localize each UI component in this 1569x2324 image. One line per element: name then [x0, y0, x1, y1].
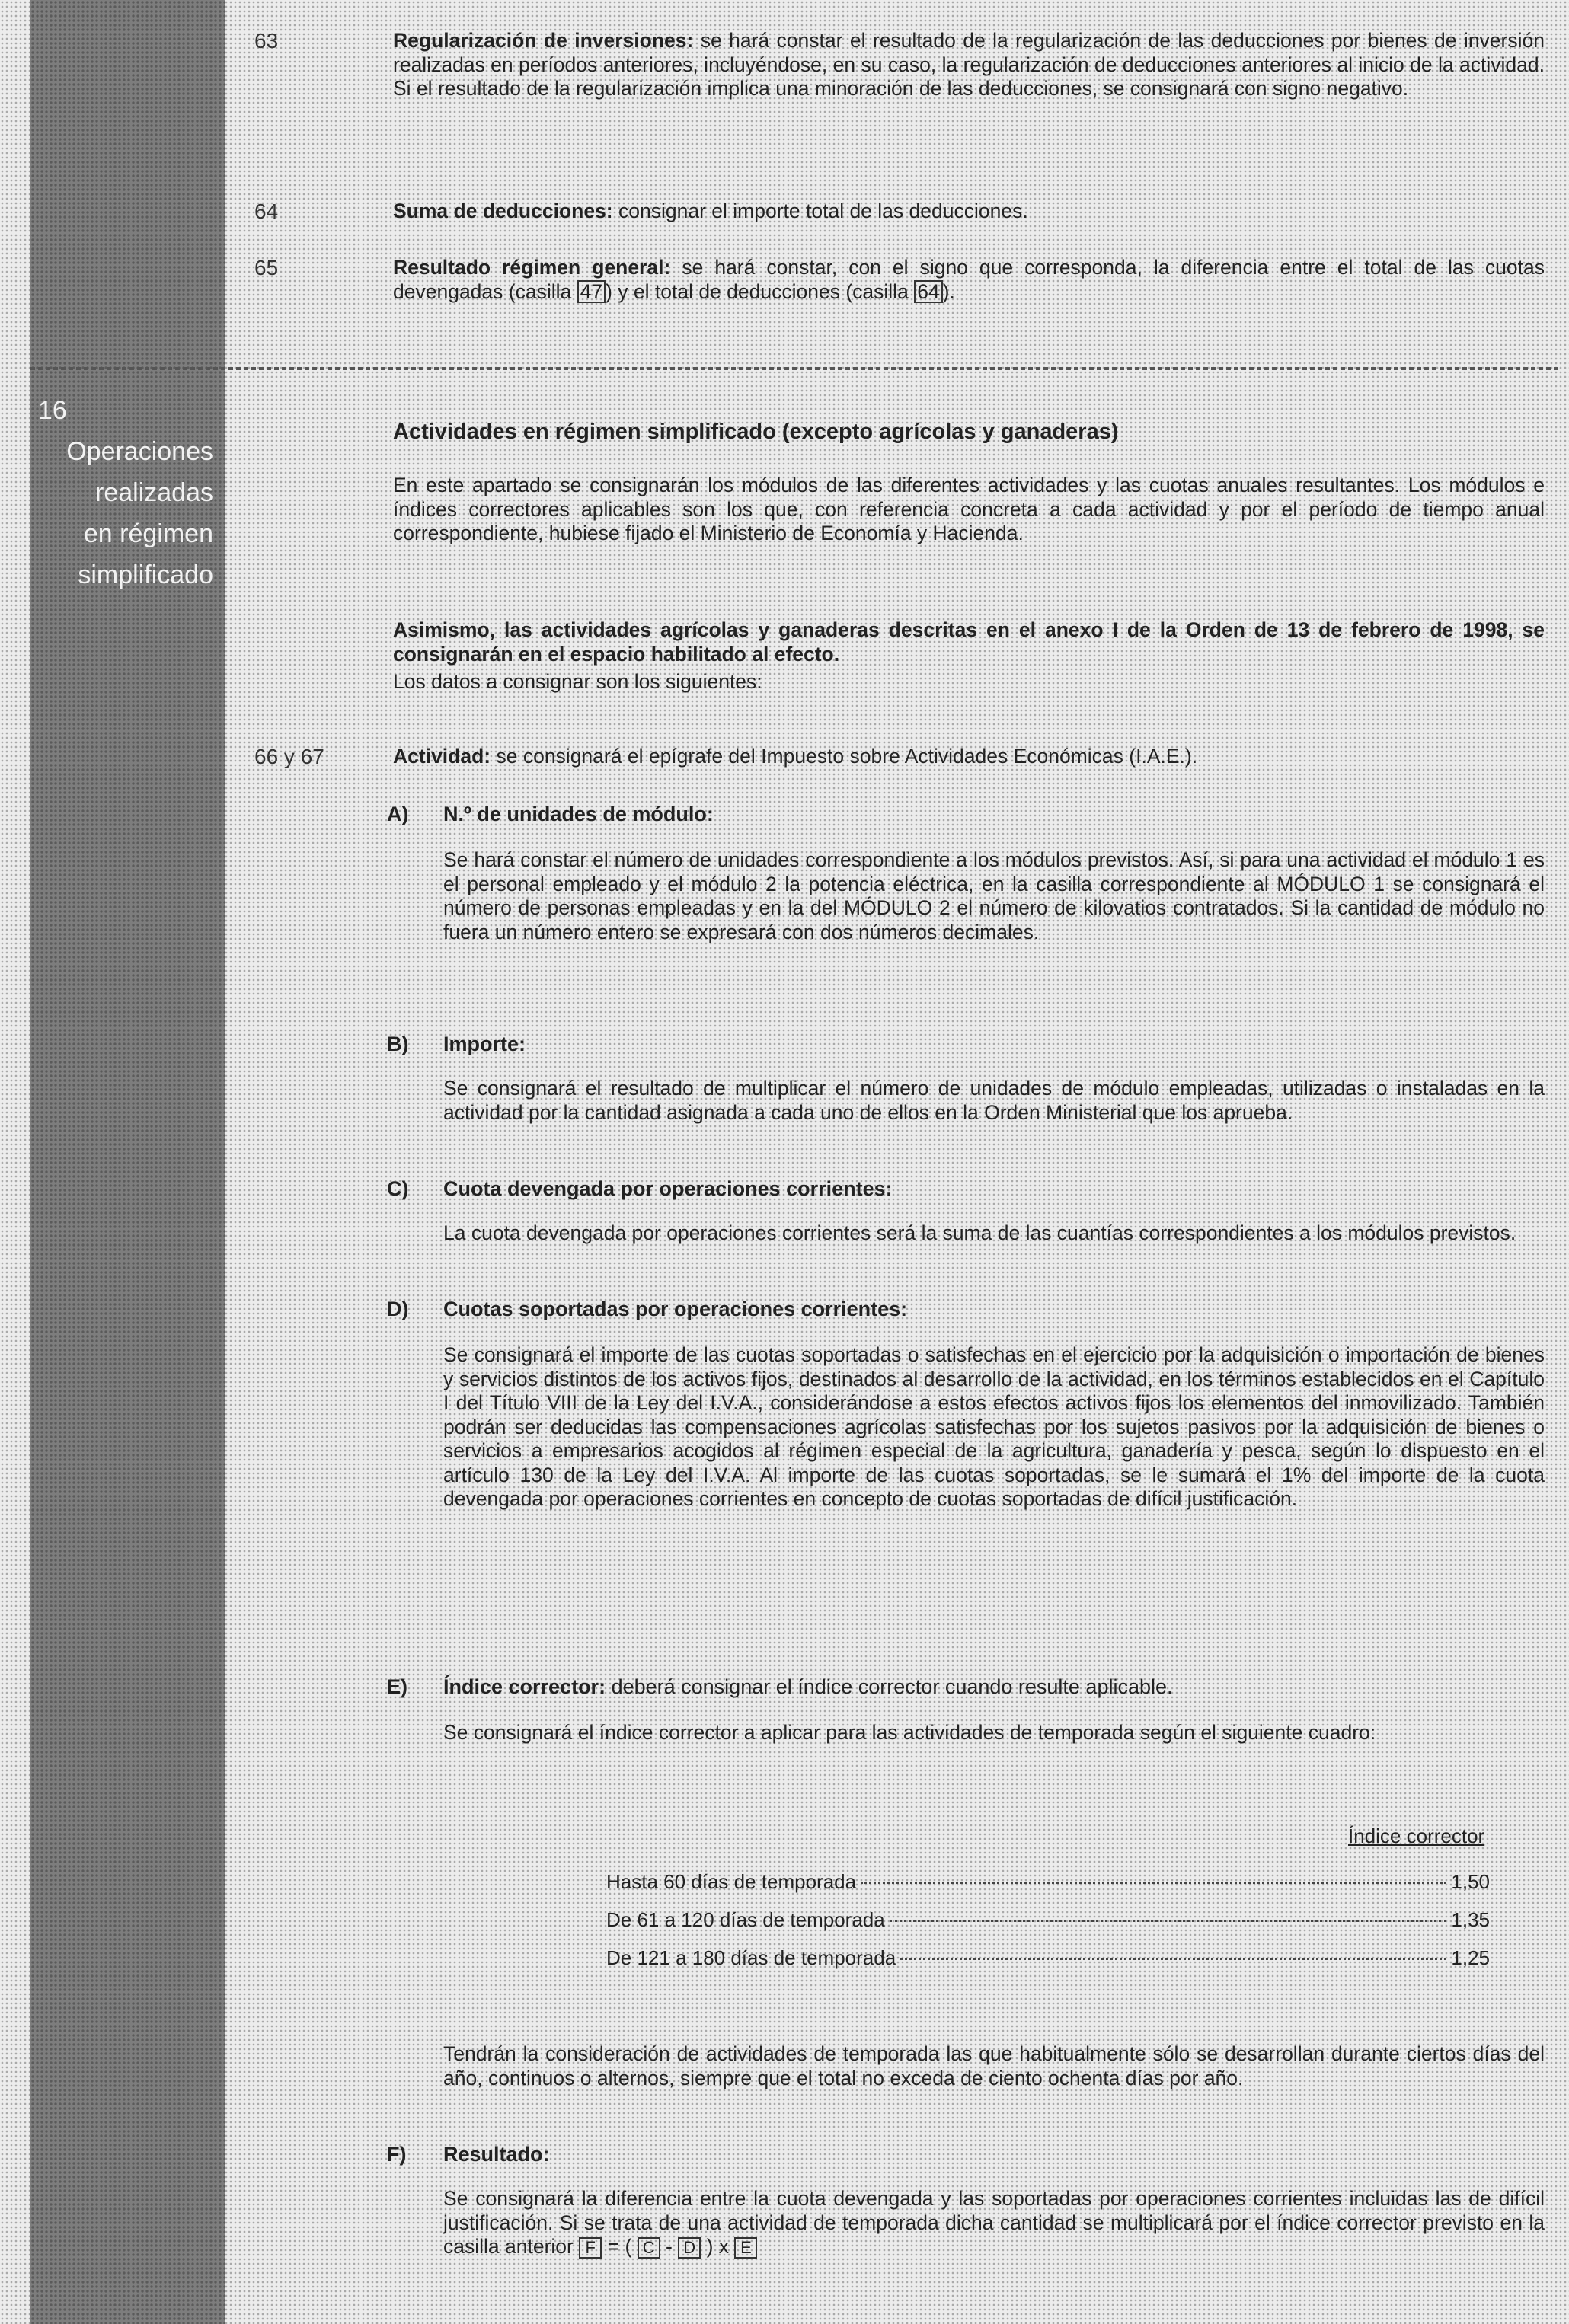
- item-63-term: Regularización de inversiones:: [393, 29, 694, 52]
- formula-operator: -: [666, 2235, 673, 2258]
- corrector-table-row: [606, 1908, 1490, 1932]
- formula-box-c: C: [638, 2237, 660, 2259]
- corrector-row-value: 1,25: [1451, 1946, 1490, 1969]
- corrector-table-row: [606, 1946, 1490, 1970]
- item-63-body: se hará constar el resultado de la regularización de las deducciones por bienes de inversión realizadas en períodos anteriores, incluyéndose, en su caso, la regularización de deducciones anteriores al inicio de la actividad. Si el resultado de la regularización implica una minoración de las deducciones, se consignará con signo negativo.: [393, 29, 1545, 100]
- subitem-letter-f: F): [387, 2143, 407, 2166]
- activity-text: [393, 745, 1545, 769]
- subitem-head-b: Importe:: [443, 1033, 526, 1055]
- subitem-body-f-text: Se consignará la diferencia entre la cuota devengada y las soportadas por operaciones corrientes incluidas las de difícil justificación. Si se trata de una actividad de temporada dicha cantidad se multiplicará por el índice corrector previsto en la casilla anterior: [443, 2187, 1545, 2258]
- section-divider: [30, 367, 1560, 370]
- subitem-head-d: Cuotas soportadas por operaciones corrientes:: [443, 1298, 908, 1320]
- corrector-row-label: De 121 a 180 días de temporada: [606, 1946, 896, 1969]
- corrector-row-value: 1,35: [1451, 1908, 1490, 1931]
- section-sidebar: [30, 0, 225, 2324]
- corrector-row-label: Hasta 60 días de temporada: [606, 1870, 857, 1893]
- subitem-body-c: La cuota devengada por operaciones corrientes será la suma de las cuantías correspondientes a los módulos previstos.: [443, 1221, 1516, 1244]
- activity-term: Actividad:: [393, 745, 491, 768]
- item-64-body: consignar el importe total de las deducciones.: [618, 200, 1028, 222]
- item-64-term: Suma de deducciones:: [393, 200, 613, 222]
- item-number-63: 63: [254, 29, 279, 53]
- section-bold-note: Asimismo, las actividades agrícolas y ganaderas descritas en el anexo I de la Orden de 13 de febrero de 1998, se consignarán en el espacio habilitado al efecto.: [393, 618, 1545, 666]
- casilla-47-box: 47: [577, 280, 606, 303]
- formula-box-e: E: [734, 2237, 757, 2259]
- temporada-note: Tendrán la consideración de actividades de temporada las que habitualmente sólo se desarrollan durante ciertos días del año, continuos o alternos, siempre que el total no exceda de ciento ochenta días por año.: [443, 2042, 1545, 2089]
- dot-leader: [861, 1882, 1446, 1884]
- casilla-64-box: 64: [914, 280, 942, 303]
- item-65-text: [393, 256, 1545, 304]
- item-number-65: 65: [254, 256, 279, 279]
- subitem-body-f: [443, 2187, 1545, 2259]
- subitem-body-d: Se consignará el importe de las cuotas soportadas o satisfechas en el ejercicio por la adquisición o importación de bienes y servicios distintos de los activos fijos, destinados al desarrollo de la actividad, en los términos establecidos en el Capítulo I del Título VIII de la Ley del I.V.A., considerándose a estos efectos activos fijos los elementos del inmovilizado. También podrán ser deducidas las compensaciones agrícolas satisfechas por los sujetos pasivos por la adquisición de bienes o servicios a empresarios acogidos al régimen especial de la agricultura, ganadería y pesca, según lo dispuesto en el artículo 130 de la Ley del I.V.A. Al importe de las cuotas soportadas, se le sumará el 1% del importe de la cuota devengada por operaciones corrientes en concepto de cuotas soportadas de difícil justificación.: [443, 1343, 1545, 1510]
- subitem-letter-a: A): [387, 803, 409, 825]
- section-heading: Actividades en régimen simplificado (excepto agrícolas y ganaderas): [393, 420, 1119, 444]
- corrector-row-label: De 61 a 120 días de temporada: [606, 1908, 885, 1931]
- dot-leader: [890, 1920, 1447, 1922]
- sidebar-section-title: [38, 390, 213, 595]
- subitem-head-a: N.º de unidades de módulo:: [443, 803, 714, 825]
- item-65-body-c: ).: [942, 279, 955, 303]
- sidebar-title-line: realizadas: [95, 478, 213, 507]
- section-intro: En este apartado se consignarán los módulos de las diferentes actividades y las cuotas anuales resultantes. Los módulos e índices correctores aplicables son los que, con referencia concreta a cada actividad y por el período de tiempo anual correspondiente, hubiese fijado el Ministerio de Economía y Hacienda.: [393, 474, 1545, 544]
- subitem-letter-c: C): [387, 1177, 409, 1200]
- formula-operator: ) x: [706, 2235, 730, 2258]
- subitem-body-b: Se consignará el resultado de multiplicar el número de unidades de módulo empleadas, utilizadas o instaladas en la actividad por la cantidad asignada a cada uno de ellos en la Orden Ministerial que los aprueba.: [443, 1077, 1545, 1124]
- formula-operator: = (: [607, 2235, 632, 2258]
- corrector-table-header: Índice corrector: [1348, 1824, 1485, 1847]
- subitem-body-e: Se consignará el índice corrector a aplicar para las actividades de temporada según el siguiente cuadro:: [443, 1721, 1376, 1744]
- subitem-letter-b: B): [387, 1033, 409, 1055]
- corrector-table-row: [606, 1870, 1490, 1894]
- subitem-head-f: Resultado:: [443, 2143, 550, 2166]
- sidebar-title-line: Operaciones: [66, 437, 213, 466]
- result-formula: [579, 2235, 757, 2258]
- formula-box-d: D: [678, 2237, 701, 2259]
- item-63-text: [393, 29, 1545, 101]
- subitem-head-e: [443, 1675, 1173, 1699]
- subitem-head-c: Cuota devengada por operaciones corrientes:: [443, 1177, 893, 1200]
- sidebar-title-line: simplificado: [78, 560, 213, 589]
- item-65-body-b: ) y el total de deducciones (casilla: [606, 279, 909, 303]
- subitem-letter-e: E): [387, 1675, 407, 1698]
- sidebar-title-line: 16: [38, 396, 67, 425]
- subitem-head-e-rest: deberá consignar el índice corrector cuando resulte aplicable.: [611, 1675, 1173, 1698]
- item-64-text: [393, 200, 1545, 224]
- data-intro: Los datos a consignar son los siguientes:: [393, 670, 762, 693]
- dot-leader: [900, 1958, 1446, 1960]
- corrector-row-value: 1,50: [1451, 1870, 1490, 1893]
- item-number-66-67: 66 y 67: [254, 745, 324, 768]
- item-65-term: Resultado régimen general:: [393, 256, 671, 279]
- item-number-64: 64: [254, 200, 279, 223]
- sidebar-title-line: en régimen: [83, 519, 213, 548]
- subitem-head-e-term: Índice corrector:: [443, 1675, 606, 1698]
- subitem-letter-d: D): [387, 1298, 409, 1320]
- subitem-body-a: Se hará constar el número de unidades correspondiente a los módulos previstos. Así, si para una actividad el módulo 1 es el personal empleado y el módulo 2 la potencia eléctrica, en la casilla correspondiente al MÓDULO 1 se consignará el número de personas empleadas y en la del MÓDULO 2 el número de kilovatios contratados. Si la cantidad de módulo no fuera un número entero se expresará con dos números decimales.: [443, 848, 1545, 943]
- formula-box-f: F: [579, 2237, 602, 2259]
- activity-body: se consignará el epígrafe del Impuesto sobre Actividades Económicas (I.A.E.).: [496, 745, 1198, 768]
- item-65-body-a: se hará constar, con el signo que corresponda, la diferencia entre el total de las cuotas devengadas (casilla: [393, 256, 1545, 303]
